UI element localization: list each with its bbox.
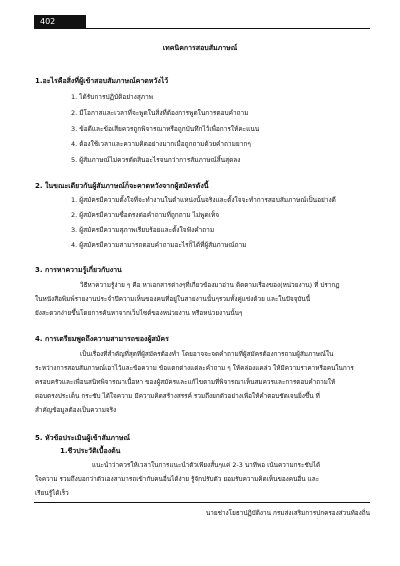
section4-heading: 4. การเตรียมพูดถึงความสามารถของผู้สมัคร (35, 335, 169, 343)
section5-subheading: 1.ชีวประวัติเบื้องต้น (60, 447, 121, 455)
list-item: 4. ผู้สมัครมีความสามารถตอบคำถามอะไรก็ได้ที่ผู้สัมภาษณ์ถาม (71, 241, 247, 249)
list-item: 2. ผู้สมัครมีความซื่อตรงต่อคำถามที่ถูกถาม ไม่พูดเท็จ (71, 211, 220, 219)
paragraph-line: เรียนรู้ได้เร็ว (35, 489, 69, 497)
paragraph-line: แนะนำว่าควรให้เวลาในการแนะนำตัวเพียงสั้นๆแค่ 2-3 นาทีพอ เน้นความกระชับได้ (92, 461, 321, 469)
list-item: 4. ต้องใช้เวลาและความคิดอย่างมากเมื่อถูกถามด้วยคำถามยากๆ (71, 140, 251, 148)
list-item: 5. ผู้สัมภาษณ์ไม่ควรตัดสินอะไรจนกว่าการสัมภาษณ์สิ้นสุดลง (71, 156, 241, 164)
section5-heading: 5. หัวข้อประเมินผู้เข้าสัมภาษณ์ (35, 434, 131, 442)
list-item: 1. ได้รับการปฏิบัติอย่างสุภาพ (71, 93, 154, 101)
section3-heading: 3. การหาความรู้เกี่ยวกับงาน (35, 266, 122, 274)
paragraph-line: เป็นเรื่องที่สำคัญที่สุดที่ผู้สมัครต้องทำ โดยอาจจะจดคำถามที่ผู้สมัครต้องการถามผู้สัมภาษณ์ใน (80, 350, 334, 358)
paragraph-line: ระหว่างการสอบสัมภาษณ์เอาไว้และข้อความ ข้อแตกต่างแต่ละคำถาม ๆ ให้คล่องแคล่ว ให้มีความราคาหรือคนในการ (35, 364, 354, 372)
section1-heading: 1.อะไรคือสิ่งที่ผู้เข้าสอบสัมภาษณ์คาดหวังไว้ (35, 77, 169, 85)
list-item: 3. ผู้สมัครมีความสุภาพเรียบร้อยและตั้งใจฟังคำถาม (71, 226, 215, 234)
page-number-badge: 402 (34, 15, 86, 28)
paragraph-line: ในหนังสือพิมพ์รายงานประจำปีความเห็นของคนที่อยู่ในสายงานนั้นๆรวมทั้งคู่แข่งด้วย และในปัจจุบันนี้ (35, 295, 311, 303)
list-item: 2. มีโอกาสและเวลาที่จะพูดในสิ่งที่ต้องการพูดในการตอบคำถาม (71, 109, 249, 117)
paragraph-line: สำคัญข้อมูลต้องเป็นความจริง (35, 406, 117, 414)
paragraph-line: ใจความ รวมถึงบอกว่าตัวเองสามารถเข้ากับคนอื่นได้ง่าย รู้จักปรับตัว ยอมรับความคิดเห็นของคนอื่น และ (35, 475, 320, 483)
paragraph-line: วิธีหาความรู้ง่าย ๆ คือ หาเอกสารต่างๆที่เกี่ยวข้องมาอ่าน ติดตามเรื่องของ(หน่วยงาน) ที่ ปรากฏ (80, 281, 340, 289)
header-divider (34, 28, 370, 29)
paragraph-line: ครอบครัวและเพื่อนสนิทพิจารณาเนื้อหา ของผู้สมัครและแก้ไขตามที่พิจารณาเห็นสมควรและการตอบคำถามให้ (35, 378, 336, 386)
footer-text: นายช่างโยธาปฏิบัติงาน กรมส่งเสริมการปกครองส่วนท้องถิ่น (205, 509, 370, 517)
footer-divider (34, 502, 370, 503)
section2-heading: 2. ในขณะเดียวกันผู้สัมภาษณ์ก็จะคาดหวังจากผู้สมัครดังนี้ (35, 182, 209, 190)
list-item: 3. ข้อดีและข้อเสียควรถูกพิจารณาหรือถูกบันทึกไว้เพื่อการให้คะแนน (71, 125, 260, 133)
document-title: เทคนิคการสอบสัมภาษณ์ (162, 44, 238, 52)
paragraph-line: ตอบตรงประเด็น กระชับ ได้ใจความ มีความคิดสร้างสรรค์ รวมถึงยกตัวอย่างเพื่อให้คำตอบชัดเจนยิ่งขึ้น ที่ (35, 392, 320, 400)
paragraph-line: ยังสะดวกง่ายขึ้นโดยการค้นหาจากเว็บไซต์ของหน่วยงาน หรือหน่วยงานนั้นๆ (35, 309, 243, 317)
list-item: 1. ผู้สมัครมีความตั้งใจที่จะทำงานในตำแหน่งนั้นจริงและตั้งใจจะทำการสอบสัมภาษณ์เป็นอย่างดี (71, 196, 336, 204)
